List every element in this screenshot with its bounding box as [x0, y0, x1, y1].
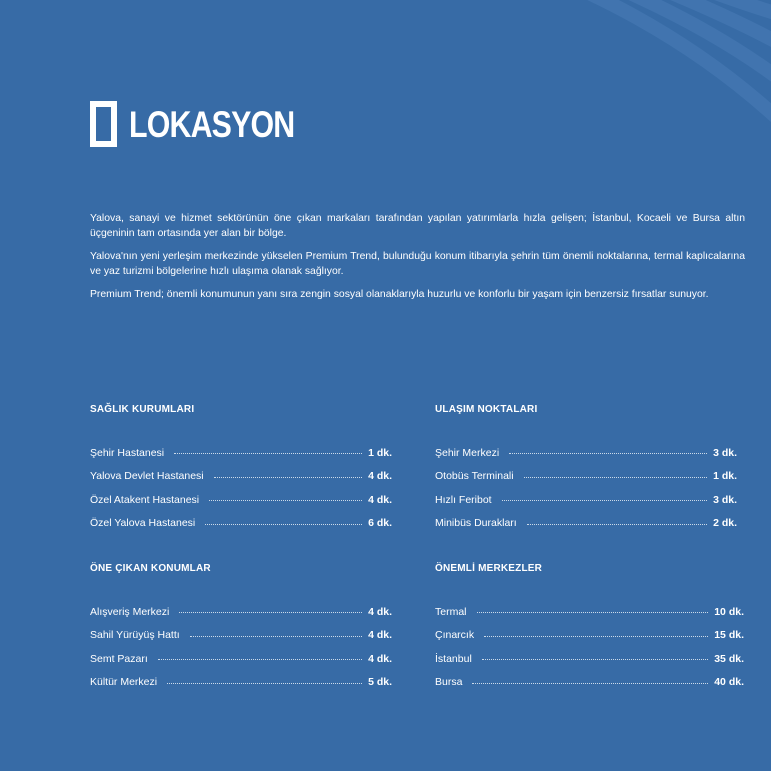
intro-paragraph: Yalova, sanayi ve hizmet sektörünün öne çıkan markaları tarafından yapılan yatırımlarla hızla gelişen; İstanbul, Kocaeli ve Bursa altın üçgeninin tam ortasında yer alan bir bölge.: [90, 213, 745, 239]
list-item: [90, 512, 392, 536]
item-duration: 3 dk.: [713, 493, 737, 506]
list-item: [435, 647, 744, 671]
item-label: Yalova Devlet Hastanesi: [90, 470, 204, 483]
item-duration: 4 dk.: [368, 629, 392, 642]
intro-text: [90, 211, 745, 310]
list-item: [90, 647, 392, 671]
list-item: [90, 600, 392, 624]
section-title: ULAŞIM NOKTALARI: [435, 404, 538, 415]
section-title: ÖNEMLİ MERKEZLER: [435, 563, 543, 574]
dotted-leader: [205, 524, 362, 525]
item-label: Termal: [435, 605, 467, 618]
section-key-centers: [435, 563, 744, 694]
section-transport: [435, 404, 737, 535]
item-duration: 6 dk.: [368, 517, 392, 530]
dotted-leader: [174, 453, 362, 454]
item-label: Çınarcık: [435, 629, 475, 642]
dotted-leader: [524, 477, 707, 478]
list-item: [435, 465, 737, 489]
list-item: [435, 441, 737, 465]
item-label: Alışveriş Merkezi: [90, 605, 170, 618]
item-duration: 15 dk.: [714, 629, 744, 642]
dotted-leader: [527, 524, 707, 525]
list-item: [90, 671, 392, 695]
item-duration: 4 dk.: [368, 652, 392, 665]
item-label: İstanbul: [435, 652, 472, 665]
dotted-leader: [482, 659, 708, 660]
section-featured-locations: [90, 563, 392, 694]
item-duration: 4 dk.: [368, 470, 392, 483]
dotted-leader: [158, 659, 362, 660]
list-item: [90, 488, 392, 512]
dotted-leader: [179, 612, 362, 613]
item-label: Sahil Yürüyüş Hattı: [90, 629, 180, 642]
section-health: [90, 404, 392, 535]
item-label: Kültür Merkezi: [90, 676, 158, 689]
list-item: [90, 624, 392, 648]
item-label: Hızlı Feribot: [435, 493, 492, 506]
item-duration: 1 dk.: [713, 470, 737, 483]
item-duration: 3 dk.: [713, 446, 737, 459]
intro-paragraph: Premium Trend; önemli konumunun yanı sıra zengin sosyal olanaklarıyla huzurlu ve konforlu bir yaşam için benzersiz fırsatlar sunuyor.: [90, 289, 709, 300]
page-header: [90, 98, 331, 150]
dotted-leader: [477, 612, 709, 613]
dotted-leader: [209, 500, 362, 501]
item-label: Şehir Hastanesi: [90, 446, 165, 459]
dotted-leader: [472, 683, 708, 684]
section-title: SAĞLIK KURUMLARI: [90, 404, 195, 415]
list-item: [435, 600, 744, 624]
dotted-leader: [167, 683, 362, 684]
logo-mark-icon: [90, 101, 117, 147]
dotted-leader: [509, 453, 707, 454]
dotted-leader: [190, 636, 362, 637]
list-item: [90, 441, 392, 465]
list-item: [435, 624, 744, 648]
item-duration: 4 dk.: [368, 493, 392, 506]
page-title: LOKASYON: [129, 103, 295, 145]
item-duration: 35 dk.: [714, 652, 744, 665]
dotted-leader: [484, 636, 708, 637]
item-duration: 5 dk.: [368, 676, 392, 689]
item-duration: 10 dk.: [714, 605, 744, 618]
item-label: Semt Pazarı: [90, 652, 148, 665]
dotted-leader: [214, 477, 362, 478]
list-item: [435, 512, 737, 536]
section-title: ÖNE ÇIKAN KONUMLAR: [90, 563, 211, 574]
dotted-leader: [502, 500, 707, 501]
item-label: Özel Yalova Hastanesi: [90, 517, 196, 530]
item-duration: 2 dk.: [713, 517, 737, 530]
item-duration: 4 dk.: [368, 605, 392, 618]
intro-paragraph: Yalova'nın yeni yerleşim merkezinde yükselen Premium Trend, bulunduğu konum itibarıyla şehrin tüm önemli noktalarına, termal kaplıcalarına ve yaz turizmi bölgelerine hızlı ulaşıma olanak sağlıyor.: [90, 251, 745, 277]
item-duration: 1 dk.: [368, 446, 392, 459]
item-label: Şehir Merkezi: [435, 446, 500, 459]
item-label: Özel Atakent Hastanesi: [90, 493, 200, 506]
item-label: Otobüs Terminali: [435, 470, 514, 483]
item-duration: 40 dk.: [714, 676, 744, 689]
item-label: Minibüs Durakları: [435, 517, 517, 530]
list-item: [90, 465, 392, 489]
list-item: [435, 671, 744, 695]
item-label: Bursa: [435, 676, 463, 689]
list-item: [435, 488, 737, 512]
